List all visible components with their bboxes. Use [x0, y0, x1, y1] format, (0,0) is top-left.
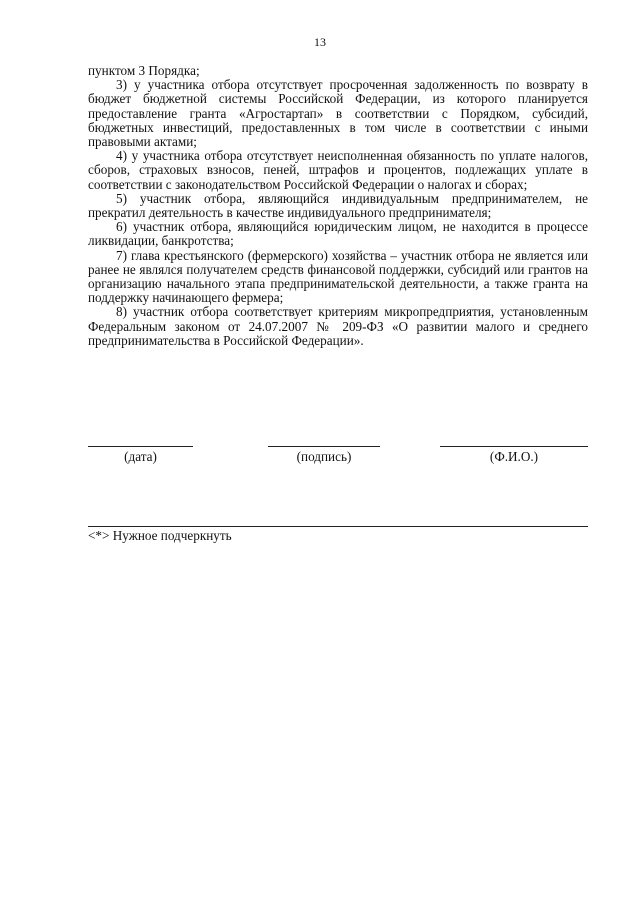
name-line	[440, 446, 588, 447]
signature-line	[268, 446, 380, 447]
paragraph-continuation: пунктом 3 Порядка;	[88, 63, 200, 78]
signature-label: (подпись)	[296, 449, 352, 464]
name-label: (Ф.И.О.)	[489, 449, 539, 464]
document-body	[88, 64, 588, 348]
date-label: (дата)	[124, 449, 157, 464]
paragraph-item-3: 3) у участника отбора отсутствует просроченная задолженность по возврату в бюджет бюджетной системы Российской Федерации, из которого планируется предоставление гранта «Агростартап» в соответствии с Порядком, субсидий, бюджетных инвестиций, предоставленных в том числе в соответствии с иными правовыми актами;	[88, 77, 588, 150]
paragraph-item-4: 4) у участника отбора отсутствует неисполненная обязанность по уплате налогов, сборов, страховых взносов, пеней, штрафов и процентов, подлежащих уплате в соответствии с законодательством Российской Федерации о налогах и сборах;	[88, 148, 588, 192]
paragraph-item-5: 5) участник отбора, являющийся индивидуальным предпринимателем, не прекратил деятельность в качестве индивидуального предпринимателя;	[88, 190, 588, 221]
page-number: 13	[314, 35, 326, 49]
paragraph-item-7: 7) глава крестьянского (фермерского) хозяйства – участник отбора не является или ранее не являлся получателем средств финансовой поддержки, субсидий или грантов на организацию начального этапа предпринимательской деятельности, а также гранта на поддержку начинающего фермера;	[88, 247, 588, 306]
footnote: <*> Нужное подчеркнуть	[88, 528, 232, 543]
paragraph-item-8: 8) участник отбора соответствует критериям микропредприятия, установленным Федеральным законом от 24.07.2007 № 209-ФЗ «О развитии малого и среднего предпринимательства в Российской Федерации».	[88, 304, 588, 348]
date-line	[88, 446, 193, 447]
footnote-divider	[88, 526, 588, 527]
paragraph-item-6: 6) участник отбора, являющийся юридическим лицом, не находится в процессе ликвидации, банкротства;	[88, 219, 588, 249]
